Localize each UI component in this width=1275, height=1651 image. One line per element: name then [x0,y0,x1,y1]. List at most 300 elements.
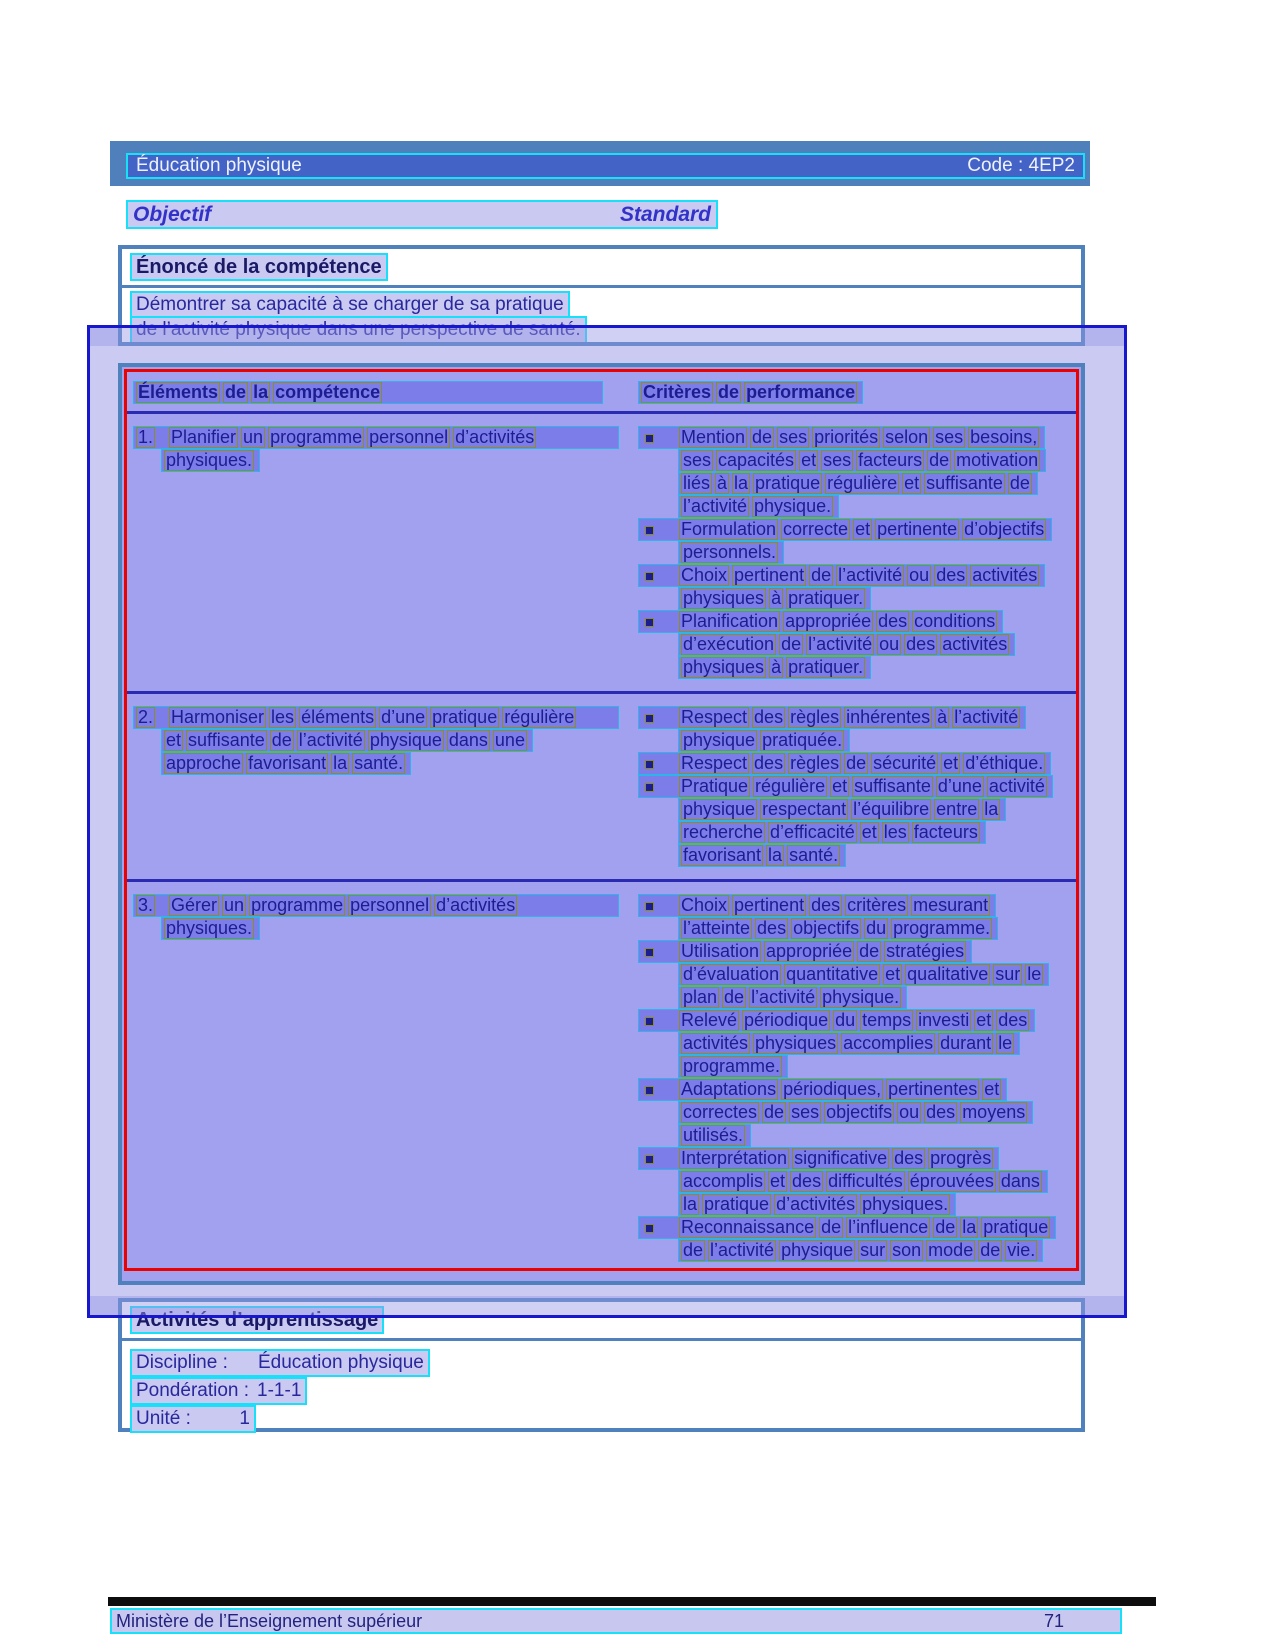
bullet-icon [641,942,679,961]
text-line [133,426,638,449]
word: de [1009,473,1030,493]
text-line [678,1124,1070,1147]
text-line [638,1216,1070,1239]
word: pratiquer. [788,588,864,608]
word: Éléments [138,382,219,402]
word: règles [790,707,840,727]
table-header-row [127,372,1076,414]
line-highlight [678,917,998,940]
word: physique [683,799,756,819]
word: d’objectifs [964,519,1045,539]
line-highlight [678,986,907,1009]
word: la [253,382,269,402]
line-highlight [638,518,1052,541]
word: progrès [930,1148,992,1168]
word: Choix [681,895,728,915]
word: accomplies [843,1033,934,1053]
word: périodique [744,1010,829,1030]
line-highlight [638,426,1045,449]
line-highlight [678,963,1049,986]
word: de [859,941,880,961]
word: programme [270,427,363,447]
table-row [127,694,1076,882]
word: d’activités [776,1194,856,1214]
word: dans [448,730,488,750]
word: Critères [643,382,712,402]
page-number: 71 [1043,1610,1064,1631]
line-highlight [678,1055,788,1078]
word: ou [879,634,900,654]
competence-table-red-frame [124,369,1079,1271]
word: entre [936,799,978,819]
word: Pratique [681,776,749,796]
word: activités [972,565,1038,585]
word: de [764,1102,785,1122]
word: inhérentes [846,707,931,727]
word: appropriée [766,941,853,961]
bullet-square [645,1224,654,1233]
word: des [906,634,936,654]
word: d’activités [455,427,535,447]
word: et [770,1171,786,1191]
word: capacités [718,450,795,470]
word: un [243,427,264,447]
table-row [127,882,1076,1271]
word: stratégies [886,941,965,961]
bullet-square [645,618,654,627]
word: critères [847,895,907,915]
word: durant [940,1033,992,1053]
line-highlight [638,381,863,404]
apprentissage-box [118,1298,1085,1432]
text-line [638,752,1070,775]
word: vie. [1007,1240,1036,1260]
word: l’activité [838,565,903,585]
bullet-icon [641,1149,679,1168]
line-highlight [678,472,1038,495]
word: éléments [301,707,375,727]
word: performance [746,382,856,402]
text-line [678,1170,1070,1193]
word: et [943,753,959,773]
row-number: 3. [138,895,154,915]
ponderation-label: Pondération : [136,1380,250,1401]
unite-row [130,1405,1073,1433]
word: respectant [762,799,847,819]
discipline-row [130,1349,1073,1377]
word: accomplis [683,1171,764,1191]
word: correctes [683,1102,758,1122]
word: physique [369,730,442,750]
enonce-title-row [122,249,1081,288]
word: physique. [822,987,900,1007]
word: de [935,1217,956,1237]
word: appropriée [785,611,872,631]
word: programme. [893,918,991,938]
line-highlight [133,706,619,729]
bullet-icon [641,566,679,585]
word: personnel [369,427,449,447]
word: Planifier [171,427,237,447]
word: difficultés [828,1171,903,1191]
word: des [998,1010,1028,1030]
word: l’activité [808,634,873,654]
word: et [904,473,920,493]
bullet-square [645,902,654,911]
word: Adaptations [681,1079,777,1099]
text-line [161,729,638,752]
bullet-square [645,1086,654,1095]
text-line [638,775,1070,798]
bullet-icon [641,708,679,727]
text-line [678,986,1070,1009]
word: liés [683,473,711,493]
word: personnels. [683,542,777,562]
word: du [866,918,887,938]
word: de [846,753,867,773]
word: l’activité [954,707,1019,727]
line-highlight [161,752,411,775]
bullet-square [645,526,654,535]
word: à [771,657,782,677]
word: physique. [754,496,832,516]
page-header-bar [110,141,1090,186]
text-line [638,610,1070,633]
word: activités [942,634,1008,654]
line-highlight [678,449,1046,472]
word: physiques. [166,918,253,938]
bullet-square [645,572,654,581]
line-highlight [638,1147,999,1170]
text-line [133,894,638,917]
word: ses [779,427,808,447]
word: physiques. [862,1194,949,1214]
text-line [678,587,1070,610]
word: le [1027,964,1042,984]
standard-label: Standard [619,202,711,226]
footer-ministry: Ministère de l’Enseignement supérieur [116,1610,423,1631]
line-highlight [678,656,871,679]
word: besoins, [970,427,1038,447]
text-line [161,917,638,940]
word: Reconnaissance [681,1217,815,1237]
word: l’activité [298,730,363,750]
line-highlight [678,1124,751,1147]
word: une [494,730,525,750]
word: d’une [381,707,426,727]
word: d’éthique. [965,753,1044,773]
text-line [161,449,638,472]
line-highlight [678,1239,1043,1262]
text-line [678,633,1070,656]
word: pertinentes [888,1079,978,1099]
word: de [781,634,802,654]
word: les [883,822,907,842]
word: utilisés. [683,1125,744,1145]
text-line [638,564,1070,587]
bullet-icon [641,428,679,447]
word: ses [935,427,964,447]
word: des [754,707,784,727]
bullet-icon [641,1218,679,1237]
bullet-icon [641,777,679,796]
text-line [678,798,1070,821]
word: d’exécution [683,634,775,654]
text-line [678,1239,1070,1262]
word: ses [683,450,712,470]
objectif-standard-row [126,200,718,229]
word: temps [862,1010,912,1030]
word: sur [995,964,1021,984]
text-line [678,449,1070,472]
word: facteurs [913,822,978,842]
word: régulière [827,473,898,493]
line-highlight [161,917,260,940]
text-line [133,706,638,729]
word: le [998,1033,1013,1053]
word: et [984,1079,1000,1099]
word: d’une [937,776,982,796]
word: la [333,753,348,773]
word: l’activité [710,1240,775,1260]
bullet-square [645,783,654,792]
word: un [224,895,245,915]
word: et [855,519,871,539]
word: et [166,730,182,750]
word: l’influence [848,1217,929,1237]
word: à [771,588,782,608]
line-highlight [678,541,784,564]
element-cell [133,426,638,679]
word: approche [166,753,242,773]
word: favorisant [683,845,762,865]
bullet-icon [641,1080,679,1099]
word: des [754,753,784,773]
word: favorisant [248,753,327,773]
bullet-square [645,434,654,443]
word: investi [918,1010,970,1030]
word: physique [781,1240,854,1260]
text-line [638,894,1070,917]
competence-table [118,363,1085,1285]
word: règles [790,753,840,773]
word: pratiquer. [788,657,864,677]
word: les [271,707,295,727]
line-highlight [638,775,1053,798]
word: activité [988,776,1045,796]
line-highlight [161,449,260,472]
line-highlight [638,894,996,917]
word: la [683,1194,698,1214]
word: physique [683,730,756,750]
bullet-icon [641,896,679,915]
word: pertinent [734,895,805,915]
word: pratique [755,473,821,493]
word: l’activité [751,987,816,1007]
bullet-square [645,1017,654,1026]
word: Choix [681,565,728,585]
word: qualitative [907,964,989,984]
word: et [885,964,901,984]
text-line [638,1009,1070,1032]
word: de [724,987,745,1007]
word: pratique [704,1194,770,1214]
text-line [678,1055,1070,1078]
word: des [878,611,908,631]
word: de [225,382,247,402]
word: dans [1000,1171,1040,1191]
element-cell [133,706,638,867]
text-line [638,518,1070,541]
word: motivation [956,450,1039,470]
text-line [678,963,1070,986]
text-line [638,1078,1070,1101]
word: l’activité [683,496,748,516]
word: des [811,895,841,915]
criteria-cell [638,426,1070,679]
word: de [821,1217,842,1237]
word: et [976,1010,992,1030]
doc-code: Code : 4EP2 [967,155,1075,176]
word: des [936,565,966,585]
word: de [929,450,950,470]
line-highlight [678,633,1015,656]
word: pratiquée. [762,730,843,750]
word: de [271,730,292,750]
word: programme. [683,1056,781,1076]
word: Planification [681,611,779,631]
word: suffisante [854,776,931,796]
enonce-body-line: Démontrer sa capacité à se charger de sa pratique [130,291,570,319]
header-highlight-strip [126,153,1085,179]
line-highlight [638,706,1026,729]
word: physiques [683,657,765,677]
unite-label: Unité : [136,1408,191,1429]
text-line [678,844,1070,867]
word: personnel [350,895,430,915]
line-highlight [678,1101,1033,1124]
word: des [894,1148,924,1168]
word: des [757,918,787,938]
apprentissage-title: Activités d’apprentissage [130,1306,384,1334]
word: ses [823,450,852,470]
bullet-square [645,948,654,957]
bullet-icon [641,520,679,539]
ponderation-row [130,1377,1073,1405]
word: la [768,845,783,865]
text-line [638,1147,1070,1170]
word: pertinent [734,565,805,585]
row-number: 1. [138,427,154,447]
word: conditions [914,611,996,631]
text-line [678,541,1070,564]
text-line [678,1032,1070,1055]
word: suffisante [188,730,265,750]
word: pratique [432,707,498,727]
word: la [734,473,749,493]
discipline-label: Discipline : [136,1352,228,1373]
line-highlight [678,729,850,752]
word: périodiques, [783,1079,882,1099]
word: de [683,1240,704,1260]
bullet-icon [641,754,679,773]
bullet-square [645,714,654,723]
enonce-competence-box [118,245,1085,346]
word: Respect [681,753,748,773]
text-line [638,426,1070,449]
word: régulière [755,776,826,796]
text-line [638,381,1070,404]
text-line [161,752,638,775]
apprentissage-title-row [122,1302,1081,1341]
word: l’atteinte [683,918,751,938]
word: santé. [354,753,404,773]
line-highlight [678,821,986,844]
word: significative [794,1148,888,1168]
text-line [678,1101,1070,1124]
word: à [937,707,948,727]
word: moyens [962,1102,1026,1122]
word: Relevé [681,1010,738,1030]
word: et [832,776,848,796]
word: la [984,799,999,819]
discipline-value: Éducation physique [258,1352,424,1373]
word: des [926,1102,956,1122]
line-highlight [678,495,839,518]
word: et [801,450,817,470]
word: activités [683,1033,749,1053]
text-line [638,940,1070,963]
word: sur [860,1240,886,1260]
word: ou [899,1102,920,1122]
word: correcte [783,519,849,539]
word: pertinente [877,519,958,539]
text-line [678,821,1070,844]
word: Gérer [171,895,218,915]
text-line [133,381,638,404]
table-body [127,414,1076,1271]
word: de [980,1240,1001,1260]
bullet-square [645,760,654,769]
word: santé. [789,845,839,865]
word: selon [885,427,929,447]
word: physiques. [166,450,253,470]
line-highlight [638,940,972,963]
word: facteurs [858,450,923,470]
line-highlight [638,752,1051,775]
word: ses [791,1102,820,1122]
word: Utilisation [681,941,760,961]
line-highlight [133,894,619,917]
word: l’équilibre [853,799,930,819]
unite-value: 1 [239,1408,250,1429]
word: de [718,382,740,402]
row-number: 2. [138,707,154,727]
word: mode [928,1240,974,1260]
line-highlight [638,1009,1035,1032]
criteria-cell [638,894,1070,1262]
line-highlight [678,1032,1020,1055]
apprentissage-body [122,1341,1081,1433]
text-line [678,495,1070,518]
line-highlight [678,1170,1048,1193]
enonce-title: Énoncé de la compétence [130,253,388,281]
word: Interprétation [681,1148,788,1168]
word: la [962,1217,977,1237]
text-line [678,729,1070,752]
element-cell [133,894,638,1262]
word: sécurité [873,753,937,773]
